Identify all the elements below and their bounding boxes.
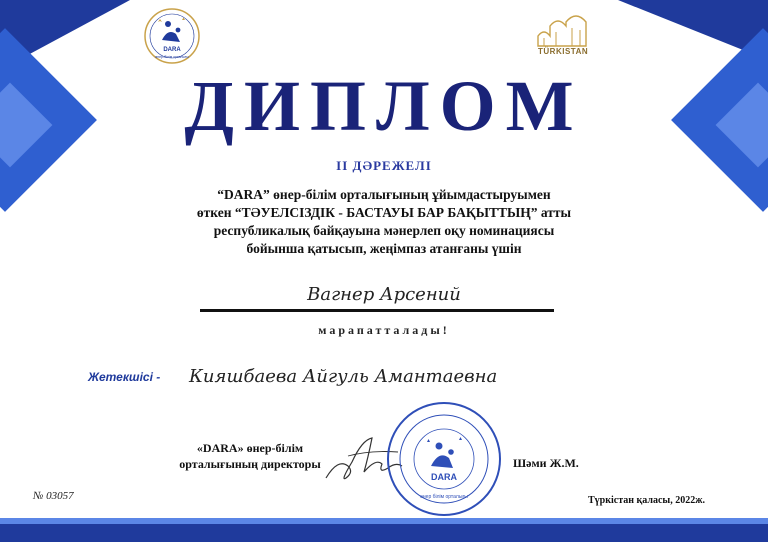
director-title-line-1: «DARA» өнер-білім <box>196 441 304 455</box>
recipient-name: Вагнер Арсений <box>307 284 461 305</box>
description-line-1: “DARA” өнер-білім орталығының ұйымдастыруымен <box>217 187 551 202</box>
director-title-line-2: орталығының директоры <box>179 457 321 471</box>
dara-logo-ring-text: өнер-білім орталығы <box>155 55 189 59</box>
recipient-underline <box>200 309 554 312</box>
description-line-3: республикалық байқауына мәнерлеп оқу номинациясы <box>213 223 555 238</box>
director-name: Шәми Ж.М. <box>513 456 579 470</box>
city-year: Түркістан қаласы, 2022ж. <box>588 495 705 506</box>
director-title <box>160 440 340 472</box>
degree-label: II ДӘРЕЖЕЛІ <box>336 158 432 173</box>
description-line-2: өткен “ТӘУЕЛСІЗДІК - БАСТАУЫ БАР БАҚЫТТЫҢ” атты <box>196 205 572 220</box>
diploma-number: № 03057 <box>33 490 74 502</box>
seal-sub-text: өнер білім орталығы <box>420 494 468 500</box>
bottom-bar <box>0 524 768 542</box>
dara-logo <box>138 6 206 66</box>
mentor-label: Жетекшісі - <box>88 370 161 384</box>
mentor-name: Кияшбаева Айгуль Амантаевна <box>189 366 498 387</box>
turkistan-logo-text: TÜRKISTAN <box>538 47 589 56</box>
dara-logo-text: DARA <box>163 47 181 53</box>
diploma-title: ДИПЛОМ <box>184 66 584 146</box>
award-description <box>150 186 618 258</box>
official-seal <box>385 400 503 518</box>
seal-center-text: DARA <box>431 472 457 482</box>
awarded-text: марапатталады! <box>318 323 450 337</box>
description-line-4: бойынша қатысып, жеңімпаз атанғаны үшін <box>246 241 522 256</box>
